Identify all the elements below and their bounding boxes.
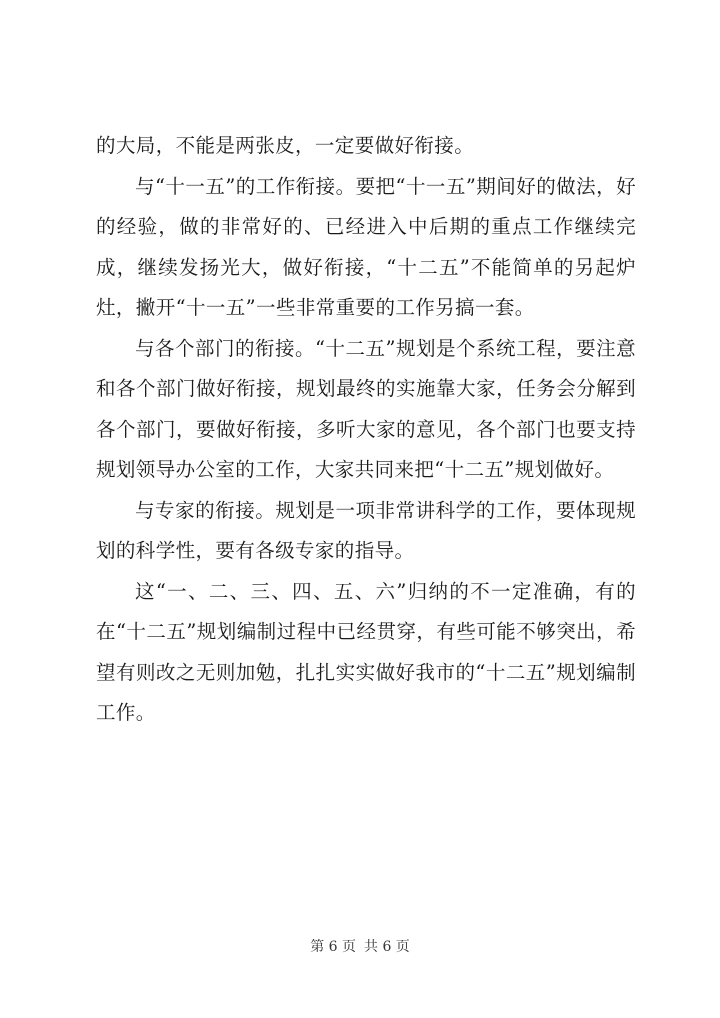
- paragraph-5: 这“一、二、三、四、五、六”归纳的不一定准确，有的在“十二五”规划编制过程中已经贯穿，有些可能不够突出，希望有则改之无则加勉，扎扎实实做好我市的“十二五”规划编制工作。: [96, 579, 636, 724]
- document-body: [96, 126, 636, 734]
- page-total: 共 6 页: [364, 939, 410, 955]
- page-number: 第 6 页: [310, 939, 356, 955]
- paragraph-1: 的大局，不能是两张皮，一定要做好衔接。: [96, 134, 475, 157]
- page-footer: [0, 936, 720, 956]
- paragraph-2: 与“十一五”的工作衔接。要把“十一五”期间好的做法，好的经验，做的非常好的、已经进入中后期的重点工作继续完成，继续发扬光大，做好衔接，“十二五”不能简单的另起炉灶，撇开“十一五”一些非常重要的工作另搞一套。: [96, 174, 636, 319]
- paragraph-3: 与各个部门的衔接。“十二五”规划是个系统工程，要注意和各个部门做好衔接，规划最终的实施靠大家，任务会分解到各个部门，要做好衔接，多听大家的意见，各个部门也要支持规划领导办公室的工作，大家共同来把“十二五”规划做好。: [96, 336, 636, 481]
- paragraph-4: 与专家的衔接。规划是一项非常讲科学的工作，要体现规划的科学性，要有各级专家的指导。: [96, 498, 636, 562]
